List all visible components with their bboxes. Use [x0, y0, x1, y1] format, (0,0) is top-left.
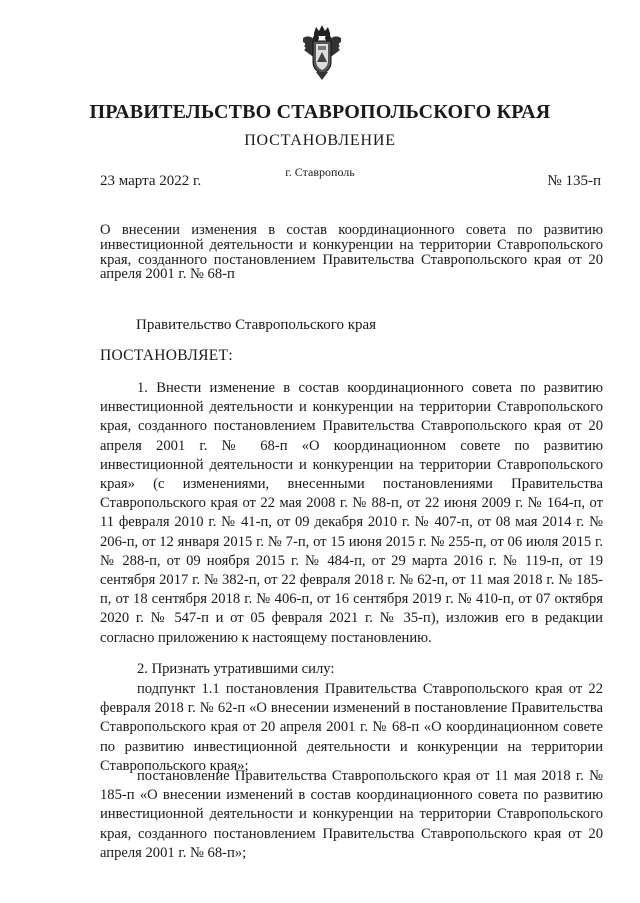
coat-of-arms-icon [301, 24, 343, 82]
decrees-heading: ПОСТАНОВЛЯЕТ: [100, 347, 233, 364]
clause-2: 2. Признать утратившими силу: [137, 661, 335, 677]
issuing-body: Правительство Ставропольского края [136, 317, 377, 333]
document-caption: О внесении изменения в состав координационного совета по развитию инвестиционной деятельности и конкуренции на территории Ставропольского края, созданного постановлением Правительства Ставропольского края от 20 апреля 2001 г. № 68-п [100, 222, 603, 283]
document-number: № 135-п [547, 173, 601, 189]
document-city: г. Ставрополь [285, 165, 355, 179]
clause-1: 1. Внести изменение в состав координационного совета по развитию инвестиционной деятельности и конкуренции на территории Ставропольского края, созданного постановлением Правительства Ставропольского края от 20 апреля 2001 г. № 68-п «О координационном совете по развитию инвестиционной деятельности и конкуренции на территории Ставропольского края» (с изменениями, внесенными постановлениями Правительства Ставропольского края от 22 мая 2008 г. № 88-п, от 22 июня 2009 г. № 164-п, от 11 февраля 2010 г. № 41-п, от 09 декабря 2010 г. № 407-п, от 08 мая 2014 г. № 206-п, от 12 января 2015 г. № 7-п, от 15 июня 2015 г. № 255-п, от 06 июля 2015 г. № 288-п, от 09 ноября 2015 г. № 484-п, от 29 марта 2016 г. № 119-п, от 19 сентября 2017 г. № 382-п, от 22 февраля 2018 г. № 62-п, от 11 мая 2018 г. № 185-п, от 18 сентября 2018 г. № 406-п, от 16 сентября 2019 г. № 410-п, от 07 октября 2020 г. № 547-п и от 05 февраля 2021 г. № 35-п), изложив его в редакции согласно приложению к настоящему постановлению. [100, 380, 603, 646]
clause-2-item-1: подпункт 1.1 постановления Правительства Ставропольского края от 22 февраля 2018 г. № 62-п «О внесении изменений в постановление Правительства Ставропольского края от 20 апреля 2001 г. № 68-п «О координационном совете по развитию инвестиционной деятельности и конкуренции на территории Ставропольского края»; [100, 681, 603, 774]
clause-2-item-2: постановление Правительства Ставропольского края от 11 мая 2018 г. № 185-п «О внесении изменений в состав координационного совета по развитию инвестиционной деятельности и конкуренции на территории Ставропольского края, созданного постановлением Правительства Ставропольского края от 20 апреля 2001 г. № 68-п»; [100, 768, 603, 861]
document-date: 23 марта 2022 г. [100, 173, 202, 189]
government-title: ПРАВИТЕЛЬСТВО СТАВРОПОЛЬСКОГО КРАЯ [89, 101, 551, 123]
document-type: ПОСТАНОВЛЕНИЕ [244, 132, 396, 149]
